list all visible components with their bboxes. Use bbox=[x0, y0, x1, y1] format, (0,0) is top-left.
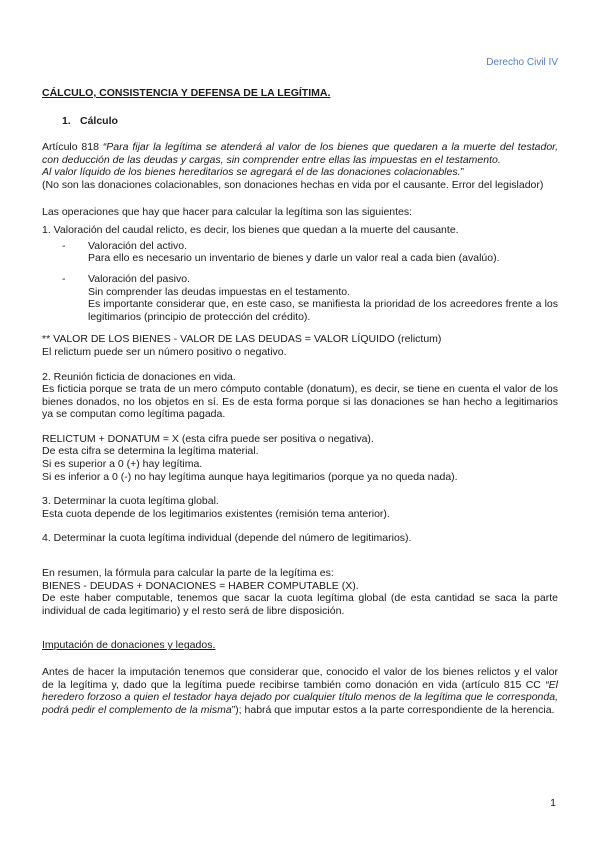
operations-intro: Las operaciones que hay que hacer para calcular la legítima son las siguientes: bbox=[42, 205, 413, 218]
article-quote-close: ” bbox=[460, 166, 465, 179]
summary-formula: BIENES - DEUDAS + DONACIONES = HABER COMPUTABLE (X). bbox=[42, 579, 359, 592]
list-dash: - bbox=[62, 239, 66, 252]
section-heading bbox=[62, 115, 558, 128]
formula-1: ** VALOR DE LOS BIENES - VALOR DE LAS DEUDAS = VALOR LÍQUIDO (relictum) bbox=[42, 333, 442, 346]
step-3-title: 3. Determinar la cuota legítima global. bbox=[42, 495, 219, 508]
document-title: CÁLCULO, CONSISTENCIA Y DEFENSA DE LA LEGÍTIMA. bbox=[42, 87, 331, 99]
page-number: 1 bbox=[550, 797, 556, 810]
imputacion-paragraph bbox=[42, 666, 558, 716]
imputacion-quote: “El heredero forzoso a quien el testador haya dejado por cualquier título menos de la legítima que le corresponda, podrá pedir el complemento de la misma bbox=[42, 678, 558, 716]
list-item-text: Es importante considerar que, en este caso, se manifiesta la prioridad de los acreedores frente a los legitimarios (principio de protección del crédito). bbox=[88, 298, 558, 323]
step-3-text: Esta cuota depende de los legitimarios existentes (remisión tema anterior). bbox=[42, 507, 390, 520]
article-quote-2: Al valor líquido de los bienes hereditarios se agregará el de las donaciones colacionables. bbox=[42, 166, 461, 179]
step-1: 1. Valoración del caudal relicto, es decir, los bienes que quedan a la muerte del causante. bbox=[42, 224, 459, 237]
imputacion-text-b: ”); habrá que imputar estos a la parte correspondiente de la herencia. bbox=[231, 703, 555, 716]
summary-intro: En resumen, la fórmula para calcular la parte de la legítima es: bbox=[42, 567, 334, 580]
section-number: 1. bbox=[62, 114, 71, 127]
article-lead: Artículo 818 bbox=[42, 141, 103, 154]
list-item-title: Valoración del pasivo. bbox=[88, 272, 190, 285]
step-4: 4. Determinar la cuota legítima individual (depende del número de legitimarios). bbox=[42, 532, 412, 545]
section-label: Cálculo bbox=[80, 114, 118, 127]
running-header: Derecho Civil IV bbox=[486, 57, 558, 68]
list-item bbox=[42, 240, 558, 265]
list-item bbox=[42, 273, 558, 323]
list-item-text: Para ello es necesario un inventario de bienes y darle un valor real a cada bien (avalúo). bbox=[88, 252, 500, 265]
article-818-paragraph-2 bbox=[42, 166, 558, 179]
document-body bbox=[42, 87, 558, 716]
imputacion-text-a: Antes de hacer la imputación tenemos que considerar que, conocido el valor de los bienes relictos y el valor de la legítima y, dado que la legítima puede recibirse también como donación en vida (artículo 815 CC bbox=[42, 666, 558, 691]
formula-2-line: Si es superior a 0 (+) hay legítima. bbox=[42, 458, 203, 471]
list-item-title: Valoración del activo. bbox=[88, 239, 188, 252]
step-2-title: 2. Reunión ficticia de donaciones en vida. bbox=[42, 370, 236, 383]
summary-text: De este haber computable, tenemos que sacar la cuota legítima global (de esta cantidad se saca la parte individual de cada legitimario) y el resto será de libre disposición. bbox=[42, 592, 558, 617]
imputacion-heading: Imputación de donaciones y legados. bbox=[42, 639, 216, 652]
formula-1-note: El relictum puede ser un número positivo o negativo. bbox=[42, 345, 287, 358]
list-item-text: Sin comprender las deudas impuestas en el testamento. bbox=[88, 285, 351, 298]
step-2-text: Es ficticia porque se trata de un mero cómputo contable (donatum), es decir, se tiene en cuenta el valor de los bienes donados, no los objetos en sí. Es de esta forma porque si las donaciones se han hecho a legitimarios ya se computan como legítima pagada. bbox=[42, 383, 558, 421]
formula-2: RELICTUM + DONATUM = X (esta cifra puede ser positiva o negativa). bbox=[42, 432, 374, 445]
article-818-paragraph bbox=[42, 141, 558, 166]
article-note: (No son las donaciones colacionables, son donaciones hechas en vida por el causante. Error del legislador) bbox=[42, 178, 544, 191]
formula-2-line: Si es inferior a 0 (-) no hay legítima aunque haya legitimarios (porque ya no queda nada). bbox=[42, 470, 458, 483]
formula-2-line: De esta cifra se determina la legítima material. bbox=[42, 445, 259, 458]
list-dash: - bbox=[62, 272, 66, 285]
article-quote-1: “Para fijar la legítima se atenderá al valor de los bienes que quedaren a la muerte del testador, con deducción de las deudas y cargas, sin comprender entre ellas las impuestas en el testamento. bbox=[42, 141, 558, 166]
